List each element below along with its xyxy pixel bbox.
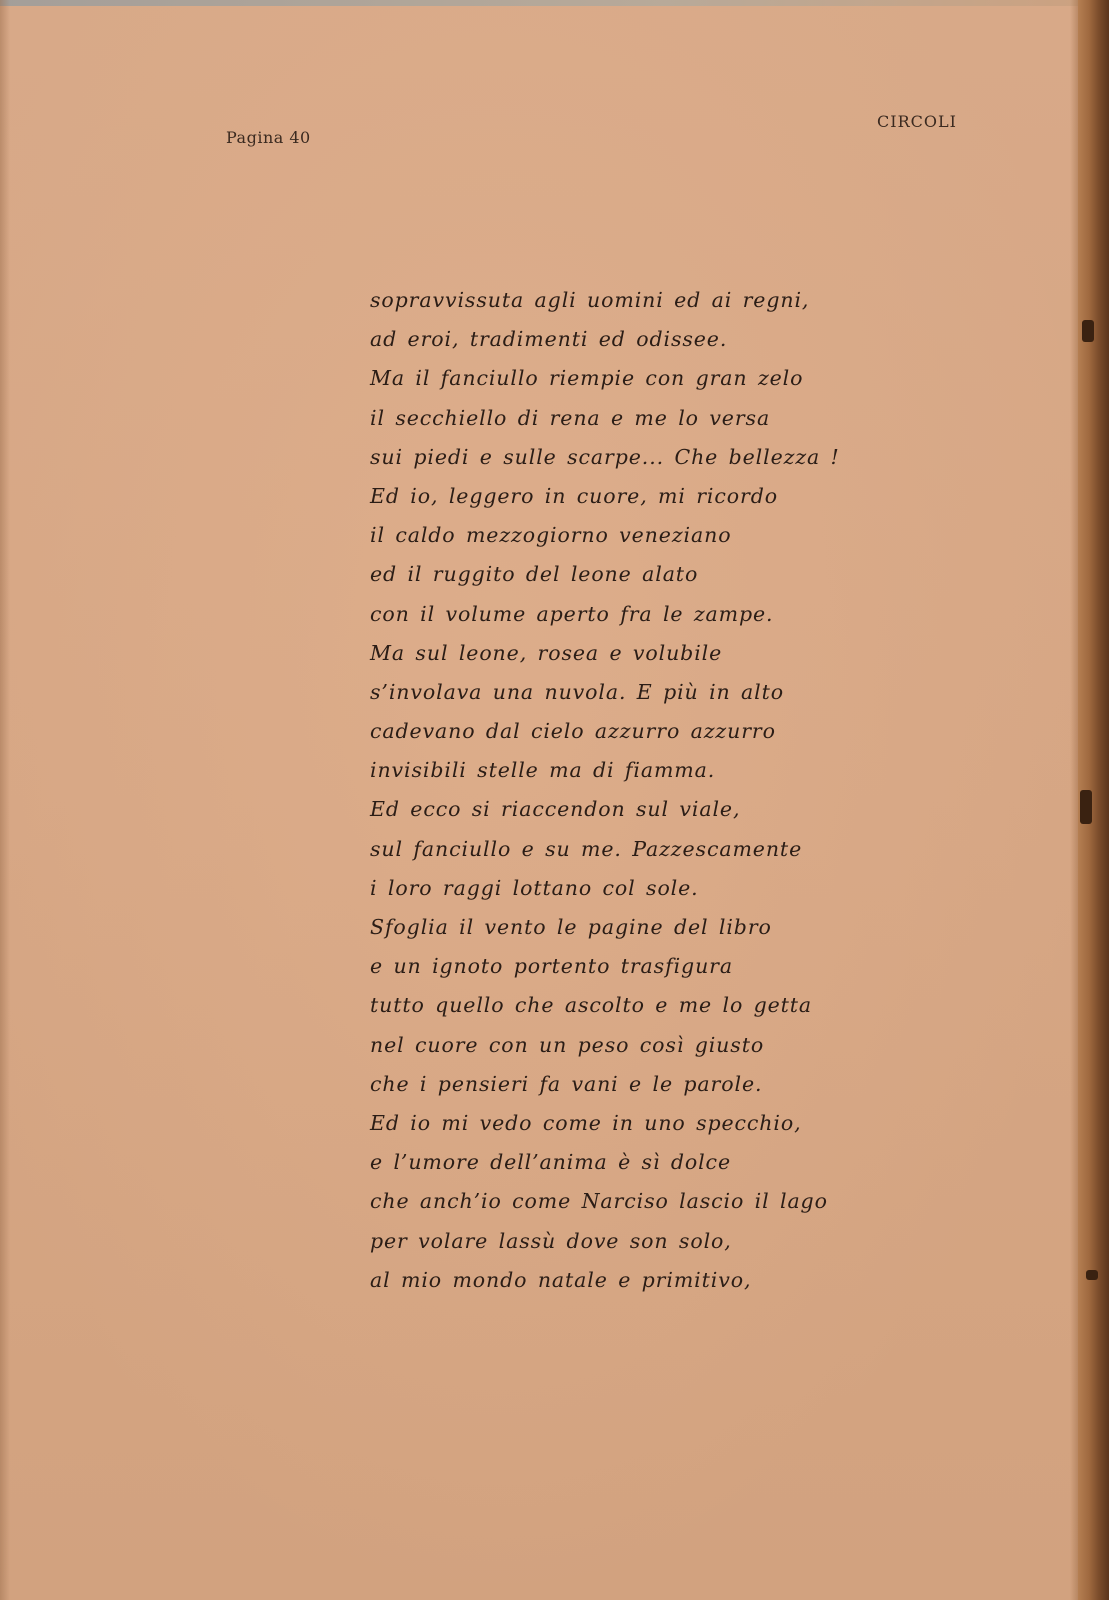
binding-mark — [1080, 790, 1092, 824]
poem-line: invisibili stelle ma di fiamma. — [370, 758, 716, 783]
poem-line: nel cuore con un peso così giusto — [370, 1032, 765, 1057]
poem-line: ed il ruggito del leone alato — [370, 562, 699, 587]
poem-line: ad eroi, tradimenti ed odissee. — [370, 327, 728, 352]
poem-line: Ed ecco si riaccendon sul viale, — [370, 797, 741, 822]
poem-line: Sfoglia il vento le pagine del libro — [370, 915, 772, 939]
binding-mark — [1086, 1270, 1098, 1280]
poem-line: sul fanciullo e su me. Pazzescamente — [370, 836, 803, 861]
poem-line: i loro raggi lottano col sole. — [370, 875, 699, 900]
poem-line: Ed io mi vedo come in uno specchio, — [370, 1110, 802, 1135]
poem-line: e l’umore dell’anima è sì dolce — [370, 1150, 731, 1175]
poem-line: sopravvissuta agli uomini ed ai regni, — [370, 288, 810, 312]
top-edge — [0, 0, 1109, 6]
page-number: Pagina 40 — [226, 128, 311, 147]
poem-line: tutto quello che ascolto e me lo getta — [370, 993, 813, 1018]
poem-line: il caldo mezzogiorno veneziano — [370, 523, 732, 548]
poem-line: al mio mondo natale e primitivo, — [370, 1267, 752, 1292]
poem-line: che anch’io come Narciso lascio il lago — [370, 1189, 828, 1214]
poem-line: che i pensieri fa vani e le parole. — [370, 1071, 763, 1096]
poem-line: Ed io, leggero in cuore, mi ricordo — [370, 483, 778, 508]
poem-line: s’involava una nuvola. E più in alto — [370, 679, 785, 704]
poem-line: sui piedi e sulle scarpe... Che bellezza ! — [370, 444, 840, 469]
running-title: CIRCOLI — [877, 112, 957, 131]
poem-line: Ma sul leone, rosea e volubile — [370, 640, 723, 665]
poem-line: con il volume aperto fra le zampe. — [370, 601, 774, 626]
poem-line: e un ignoto portento trasfigura — [370, 954, 733, 979]
poem-line: il secchiello di rena e me lo versa — [370, 405, 771, 430]
poem-line: cadevano dal cielo azzurro azzurro — [370, 719, 776, 744]
poem-text — [370, 281, 840, 1300]
left-edge-shadow — [0, 0, 10, 1600]
poem-line: per volare lassù dove son solo, — [370, 1228, 732, 1253]
binding-mark — [1082, 320, 1094, 342]
poem-line: Ma il fanciullo riempie con gran zelo — [370, 366, 804, 391]
